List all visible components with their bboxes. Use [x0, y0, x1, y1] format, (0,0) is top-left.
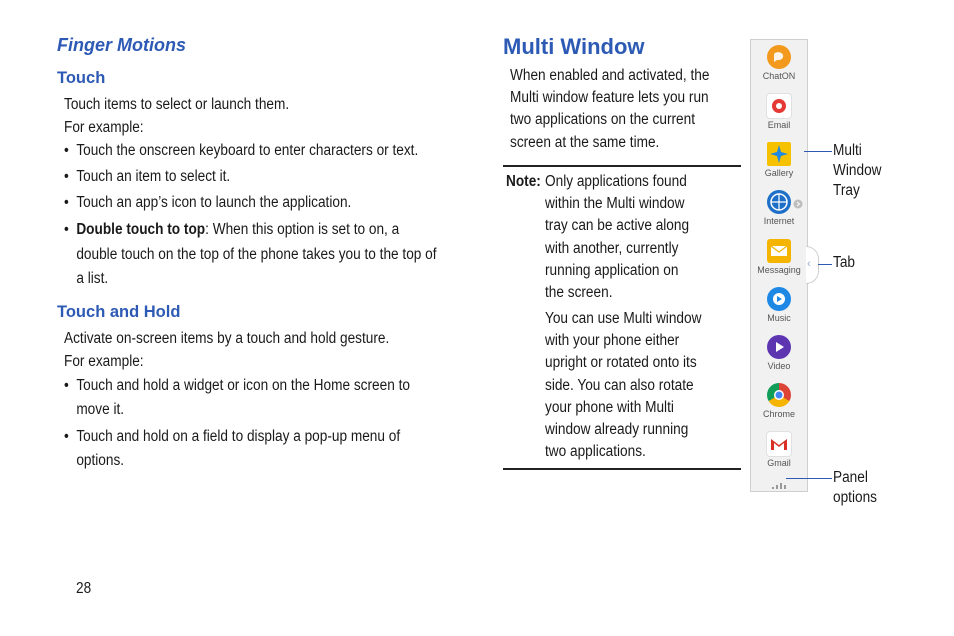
app-label: Internet	[763, 216, 795, 226]
video-icon	[767, 335, 791, 359]
note-line: You can use Multi window	[545, 310, 702, 327]
hold-b1-line1: Touch and hold a widget or icon on the Home screen to	[76, 377, 410, 394]
internet-badge-icon	[793, 196, 803, 214]
intro-line: Multi window feature lets you run	[510, 89, 709, 107]
page-number: 28	[76, 580, 92, 597]
intro-line: When enabled and activated, the	[510, 67, 710, 84]
note-line: upright or rotated onto its	[545, 354, 697, 372]
touch-bullets	[64, 140, 437, 292]
note-line: tray can be active along	[545, 217, 690, 235]
app-label: Chrome	[762, 409, 795, 419]
tray-app-gallery[interactable]	[751, 142, 807, 178]
callout-line-text: Tray	[833, 182, 860, 199]
tray-callout-line	[804, 151, 832, 152]
tab-callout: Tab	[833, 254, 855, 271]
list-item	[64, 425, 410, 473]
hold-intro-line: Activate on-screen items by a touch and hold gesture.	[64, 330, 390, 347]
list-item: • Touch an app’s icon to launch the application.	[64, 192, 437, 215]
tray-app-video[interactable]	[751, 335, 807, 371]
hold-bullets	[64, 374, 410, 473]
note-line: side. You can also rotate	[545, 376, 694, 394]
tab-callout-line	[818, 264, 832, 265]
note-line: running application on	[545, 261, 679, 279]
note-line: the screen.	[545, 284, 613, 302]
email-icon	[767, 94, 791, 118]
note-paragraph-2	[545, 308, 701, 463]
tray-tab-handle[interactable]	[806, 246, 819, 284]
note-line: two applications.	[545, 443, 646, 461]
touch-heading: Touch	[57, 69, 106, 87]
internet-icon	[767, 190, 791, 214]
note-line: window already running	[545, 421, 689, 439]
music-icon	[767, 287, 791, 311]
messaging-icon	[767, 239, 791, 263]
app-label: Gmail	[767, 458, 791, 468]
panel-options-icon[interactable]	[772, 476, 786, 494]
note-top-rule	[503, 165, 741, 167]
intro-line: screen at the same time.	[510, 133, 660, 151]
app-label: Messaging	[757, 265, 801, 275]
panel-callout	[833, 468, 877, 508]
list-item	[64, 374, 410, 422]
chaton-icon	[767, 45, 791, 69]
hold-b1-line2: move it.	[76, 401, 125, 418]
list-item	[64, 218, 437, 292]
double-touch-text: : When this option is set to on, a	[205, 221, 400, 238]
tray-app-messaging[interactable]	[751, 239, 807, 275]
app-label: ChatON	[762, 71, 796, 81]
touch-intro	[64, 94, 289, 139]
double-touch-text-3: a list.	[76, 270, 109, 287]
app-label: Email	[767, 120, 791, 130]
tray-app-email[interactable]	[751, 94, 807, 130]
note-line: your phone with Multi	[545, 398, 674, 416]
touch-intro-line: Touch items to select or launch them.	[64, 96, 290, 113]
tray-app-chrome[interactable]	[751, 383, 807, 419]
note-line: with another, currently	[545, 239, 679, 257]
app-label: Video	[767, 361, 791, 371]
tray-app-music[interactable]	[751, 287, 807, 323]
multi-window-tray	[750, 39, 808, 492]
intro-line: two applications on the current	[510, 111, 696, 129]
hold-intro-example: For example:	[64, 352, 144, 370]
note-line: with your phone either	[545, 332, 680, 350]
gmail-icon	[767, 432, 791, 456]
list-item: • Touch an item to select it.	[64, 166, 437, 189]
multi-window-title: Multi Window	[503, 34, 645, 59]
hold-b2-line1: Touch and hold on a field to display a pop-up menu of	[76, 428, 401, 445]
chrome-icon	[767, 383, 791, 407]
double-touch-label: Double touch to top	[76, 221, 206, 238]
tray-callout	[833, 141, 882, 201]
list-item: • Touch the onscreen keyboard to enter characters or text.	[64, 140, 437, 163]
chevron-left-icon: ‹	[807, 258, 811, 270]
callout-line-text: Window	[833, 162, 882, 179]
callout-line-text: options	[833, 489, 877, 506]
hold-intro	[64, 328, 389, 373]
note-paragraph-1	[545, 171, 689, 304]
tray-app-gmail[interactable]	[751, 432, 807, 468]
note-bottom-rule	[503, 468, 741, 470]
tray-app-chaton[interactable]	[751, 45, 807, 81]
app-label: Gallery	[764, 168, 794, 178]
gallery-icon	[767, 142, 791, 166]
touch-intro-example: For example:	[64, 118, 144, 136]
app-label: Music	[767, 313, 791, 323]
finger-motions-heading: Finger Motions	[57, 35, 186, 55]
note-label: Note:	[506, 173, 541, 190]
multi-window-intro	[510, 65, 709, 154]
note-line: within the Multi window	[545, 195, 685, 213]
panel-callout-line	[786, 478, 832, 479]
note-line: Only applications found	[545, 173, 687, 190]
touch-and-hold-heading: Touch and Hold	[57, 303, 181, 321]
hold-b2-line2: options.	[76, 452, 125, 469]
callout-line-text: Multi	[833, 142, 862, 159]
callout-line-text: Panel	[833, 469, 868, 486]
double-touch-text-2: double touch on the top of the phone takes you to the top of	[76, 245, 437, 263]
